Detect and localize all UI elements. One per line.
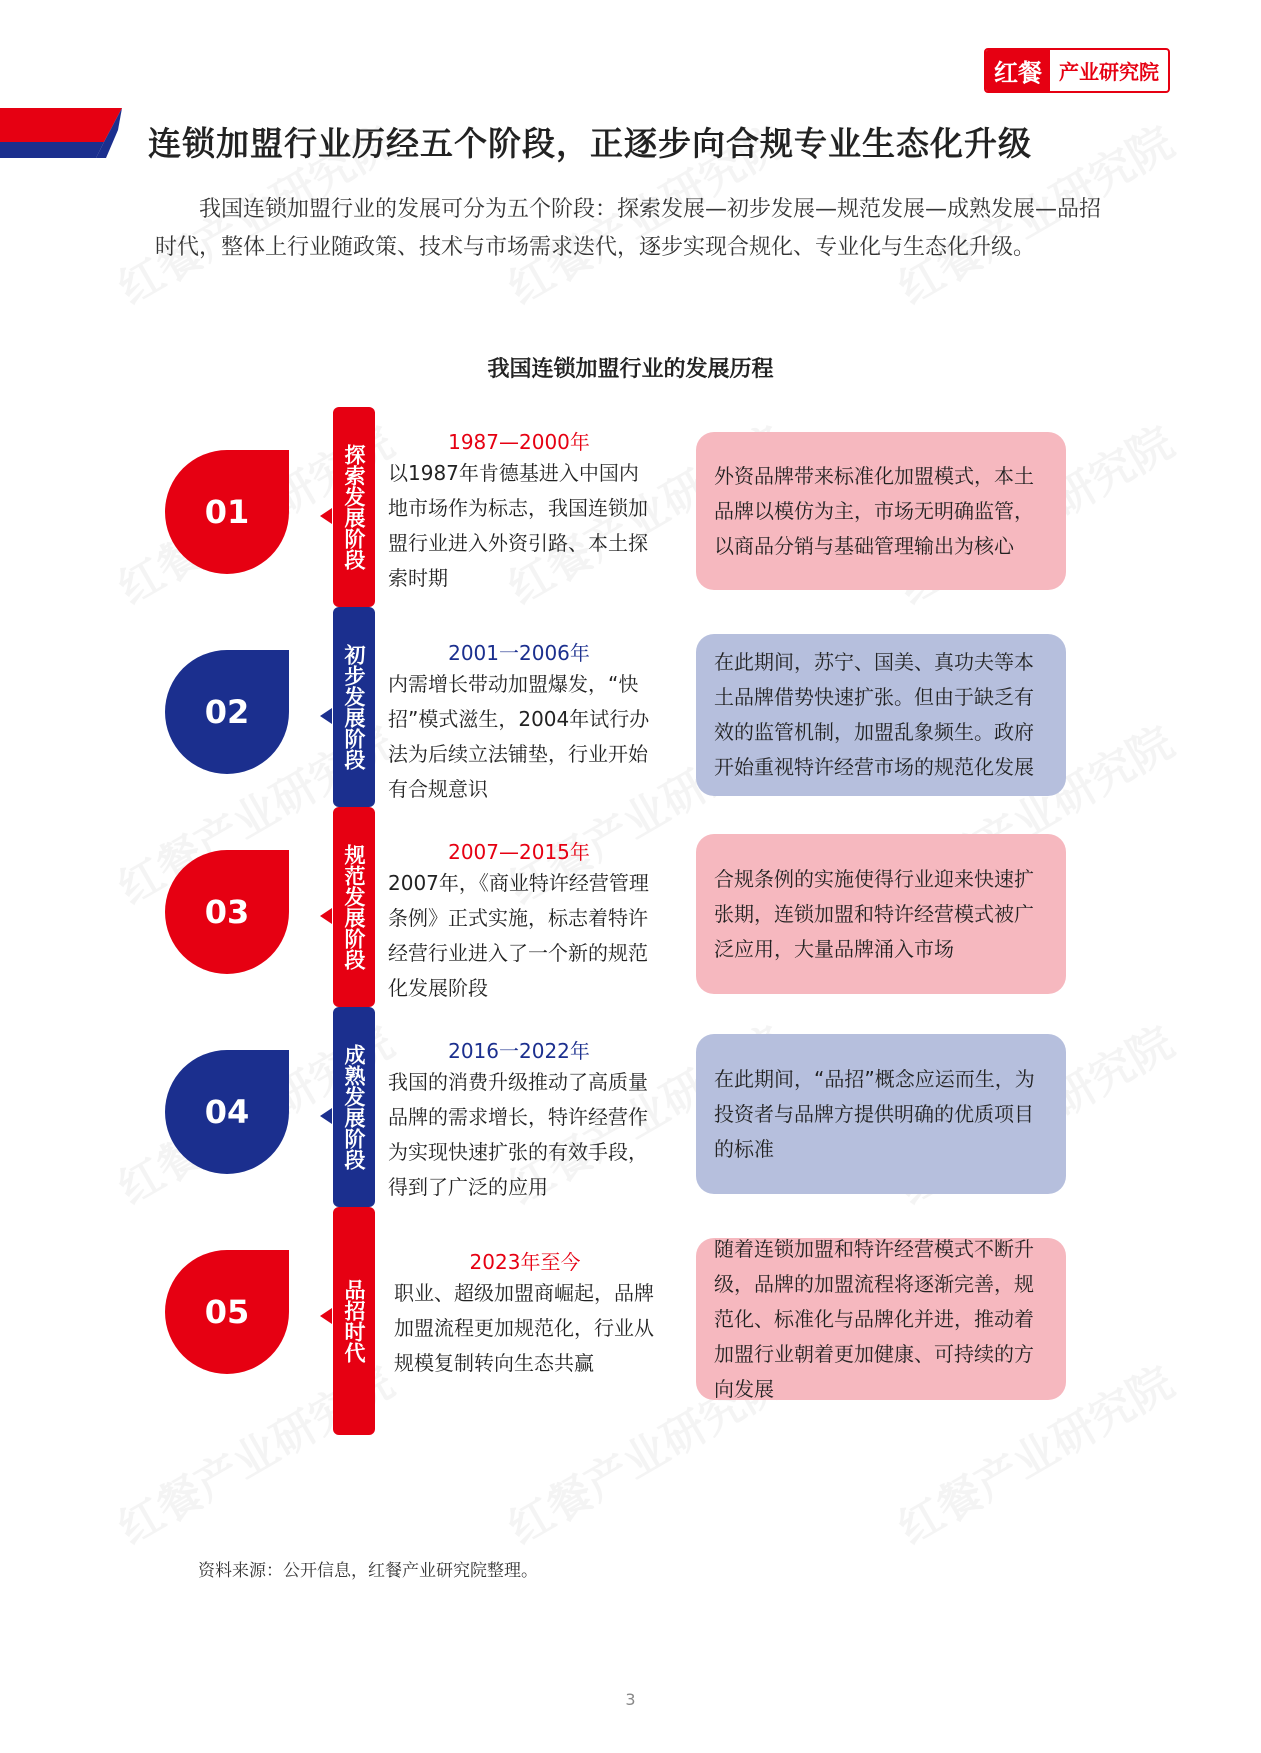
stage-card-text: 随着连锁加盟和特许经营模式不断升级，品牌的加盟流程将逐渐完善，规范化、标准化与品牌化并进，推动着加盟行业朝着更加健康、可持续的方向发展 (714, 1236, 1034, 1401)
page-number: 3 (625, 1690, 636, 1709)
logo-text: 产业研究院 (1059, 60, 1159, 84)
stage-card-text: 在此期间，苏宁、国美、真功夫等本土品牌借势快速扩张。但由于缺乏有效的监管机制，加盟乱象频生。政府开始重视特许经营市场的规范化发展 (714, 650, 1034, 779)
spine-segment (333, 407, 375, 607)
logo-mark: 红餐 (986, 50, 1050, 91)
stage-number: 01 (204, 493, 250, 531)
brand-logo (984, 48, 1170, 93)
stage-description: 2007年，《商业特许经营管理条例》正式实施，标志着特许经营行业进入了一个新的规范化发展阶段 (388, 871, 649, 1000)
pointer-arrow (320, 908, 332, 924)
stage-card-text: 在此期间，“品招”概念应运而生，为投资者与品牌方提供明确的优质项目的标准 (714, 1066, 1035, 1161)
stage-description: 内需增长带动加盟爆发，“快招”模式滋生，2004年试行办法为后续立法铺垫，行业开始有合规意识 (388, 672, 650, 801)
stage-years: 2023年至今 (469, 1250, 581, 1274)
source-note: 资料来源：公开信息，红餐产业研究院整理。 (198, 1561, 538, 1581)
title-accent-bar (0, 108, 126, 158)
stage-number: 04 (204, 1093, 250, 1131)
pointer-arrow (320, 708, 332, 724)
spine-segment (333, 607, 375, 807)
stage-number: 02 (204, 693, 250, 731)
pointer-arrow (320, 1108, 332, 1124)
stage-description: 以1987年肯德基进入中国内地市场作为标志，我国连锁加盟行业进入外资引路、本土探索时期 (388, 461, 648, 590)
stage-number: 05 (204, 1293, 250, 1331)
pointer-arrow (320, 1308, 332, 1324)
spine-segment (333, 1207, 375, 1435)
stage-label: 成熟发展阶段 (342, 1044, 366, 1170)
stage-years: 2001一2006年 (448, 641, 590, 665)
spine-segment (333, 807, 375, 1007)
stage-card (696, 432, 1066, 590)
stage-card-text: 合规条例的实施使得行业迎来快速扩张期，连锁加盟和特许经营模式被广泛应用，大量品牌涌入市场 (714, 866, 1034, 961)
stage-years: 2007—2015年 (448, 840, 590, 864)
pointer-arrow (320, 508, 332, 524)
page-title: 连锁加盟行业历经五个阶段，正逐步向合规专业生态化升级 (148, 124, 1032, 163)
stage-card (696, 634, 1066, 796)
chart-title: 我国连锁加盟行业的发展历程 (487, 357, 774, 382)
stage-card-text: 外资品牌带来标准化加盟模式，本土品牌以模仿为主，市场无明确监管，以商品分销与基础管理输出为核心 (714, 463, 1034, 558)
stage-description: 我国的消费升级推动了高质量品牌的需求增长，特许经营作为实现快速扩张的有效手段，得到了广泛的应用 (388, 1070, 648, 1199)
spine-segment (333, 1007, 375, 1207)
stage-years: 2016一2022年 (448, 1039, 590, 1063)
stage-label: 规范发展阶段 (342, 844, 366, 970)
stage-card (696, 1238, 1066, 1400)
stage-description: 职业、超级加盟商崛起，品牌加盟流程更加规范化，行业从规模复制转向生态共赢 (394, 1281, 654, 1375)
stage-label: 探索发展阶段 (342, 444, 366, 570)
stage-label: 品招时代 (342, 1279, 366, 1363)
stage-number: 03 (204, 893, 250, 931)
stage-card (696, 834, 1066, 994)
intro-paragraph: 我国连锁加盟行业的发展可分为五个阶段：探索发展—初步发展—规范发展—成熟发展—品招时代，整体上行业随政策、技术与市场需求迭代，逐步实现合规化、专业化与生态化升级。 (155, 197, 1102, 260)
stage-years: 1987—2000年 (448, 430, 590, 454)
stage-label: 初步发展阶段 (342, 644, 366, 770)
stage-card (696, 1034, 1066, 1194)
